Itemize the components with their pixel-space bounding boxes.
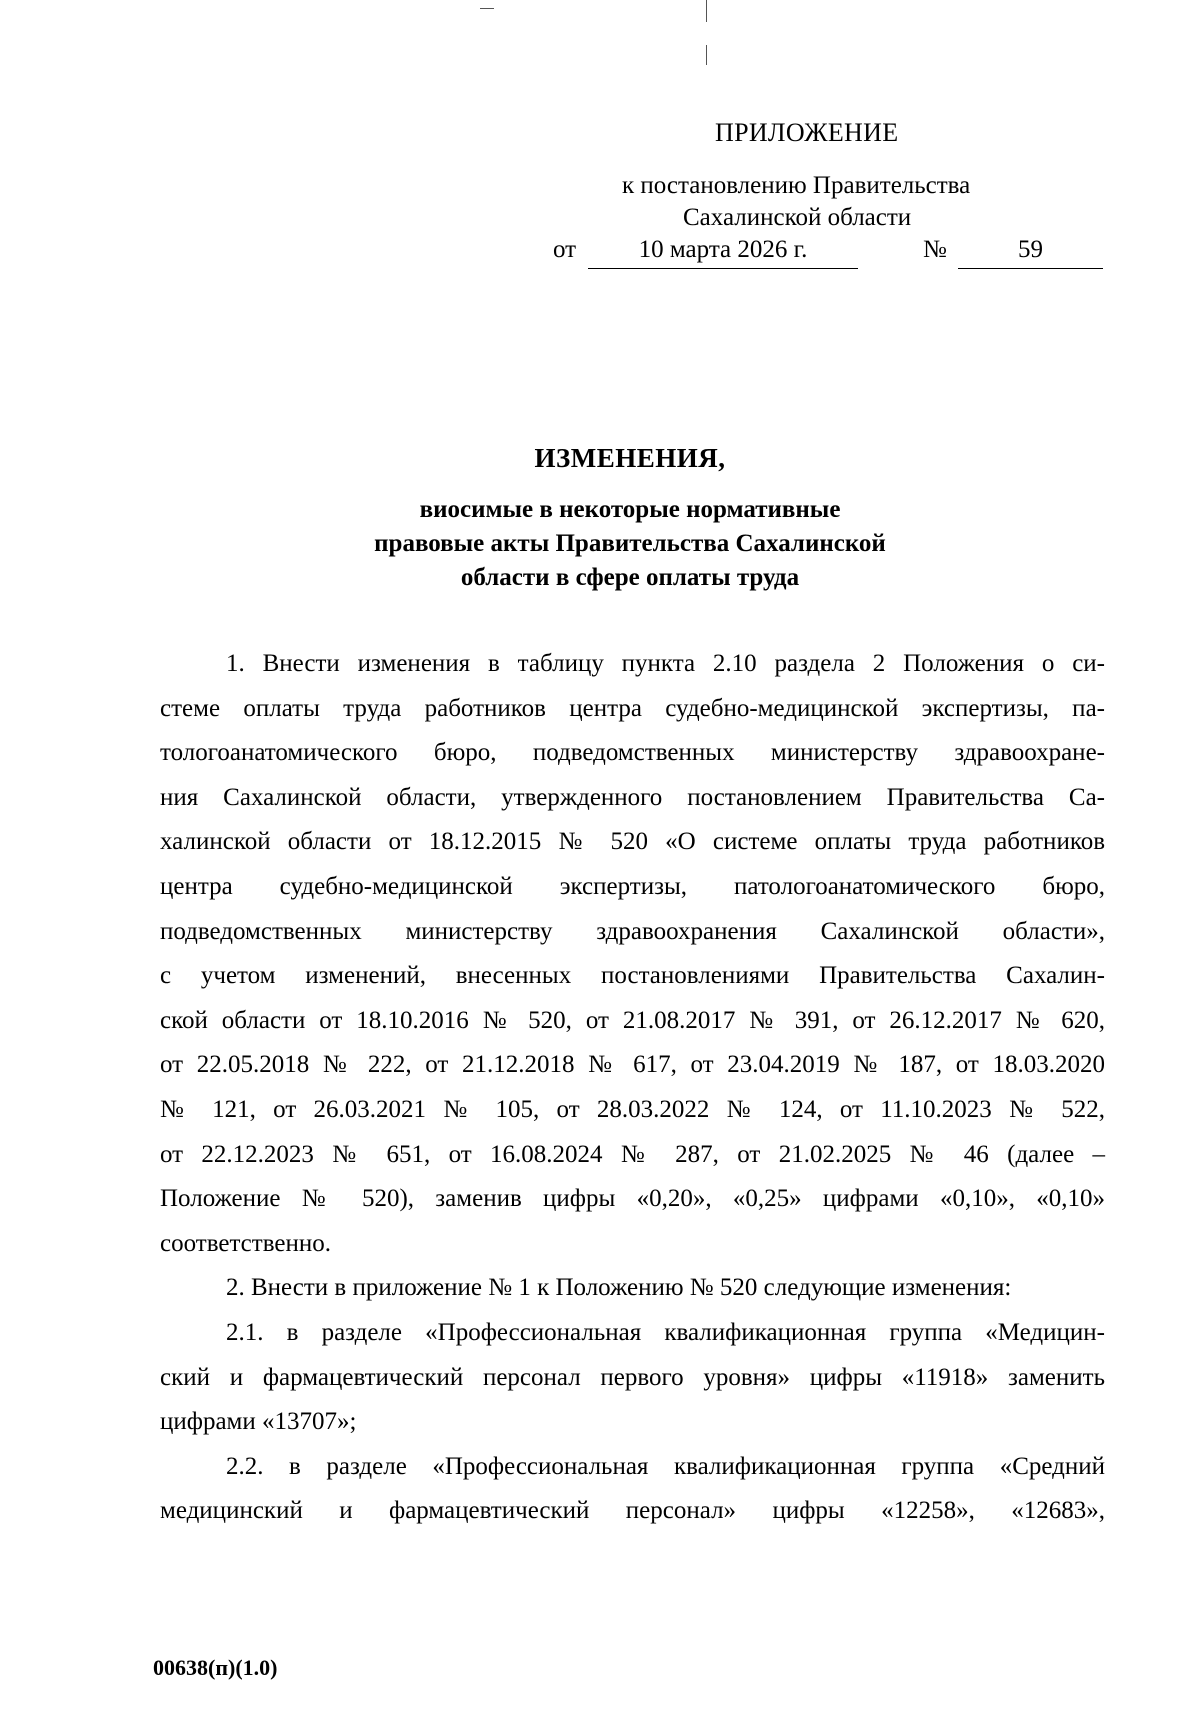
body-line: центра судебно-медицинской экспертизы, патологоанатомического бюро, — [160, 872, 1105, 900]
body-line: соответственно. — [160, 1229, 331, 1257]
body-line: 2. Внести в приложение № 1 к Положению № 520 следующие изменения: — [226, 1274, 1012, 1302]
number-sign: № — [923, 236, 947, 263]
body-line: подведомственных министерству здравоохранения Сахалинской области», — [160, 917, 1105, 945]
body-line: тологоанатомического бюро, подведомственных министерству здравоохране- — [160, 739, 1105, 767]
body-line: ния Сахалинской области, утвержденного постановлением Правительства Са- — [160, 783, 1105, 811]
scan-mark — [706, 45, 707, 65]
decree-date: 10 марта 2026 г. — [588, 236, 858, 269]
appendix-line-1: к постановлению Правительства — [622, 172, 971, 199]
body-line: от 22.05.2018 № 222, от 21.12.2018 № 617, от 23.04.2019 № 187, от 18.03.2020 — [160, 1051, 1105, 1079]
decree-number: 59 — [958, 236, 1103, 269]
body-line: цифрами «13707»; — [160, 1408, 357, 1436]
body-line: 2.1. в разделе «Профессиональная квалификационная группа «Медицин- — [226, 1318, 1105, 1346]
document-body — [160, 642, 1105, 1534]
date-prefix: от — [553, 236, 577, 263]
body-line: Положение № 520), заменив цифры «0,20», «0,25» цифрами «0,10», «0,10» — [160, 1185, 1105, 1213]
appendix-title: ПРИЛОЖЕНИЕ — [715, 118, 899, 147]
body-line: медицинский и фармацевтический персонал» цифры «12258», «12683», — [160, 1497, 1105, 1525]
appendix-line-2: Сахалинской области — [683, 204, 912, 231]
body-line: с учетом изменений, внесенных постановлениями Правительства Сахалин- — [160, 962, 1105, 990]
body-line: от 22.12.2023 № 651, от 16.08.2024 № 287, от 21.02.2025 № 46 (далее – — [160, 1140, 1105, 1168]
scan-mark — [480, 8, 494, 9]
body-line: 2.2. в разделе «Профессиональная квалификационная группа «Средний — [226, 1452, 1105, 1480]
body-line: халинской области от 18.12.2015 № 520 «О системе оплаты труда работников — [160, 828, 1105, 856]
decree-date-row — [553, 236, 1103, 270]
body-line: ский и фармацевтический персонал первого уровня» цифры «11918» заменить — [160, 1363, 1105, 1391]
document-title: ИЗМЕНЕНИЯ, — [534, 443, 726, 473]
document-subtitle — [0, 493, 1200, 595]
body-line: 1. Внести изменения в таблицу пункта 2.10 раздела 2 Положения о си- — [226, 650, 1105, 677]
body-line: ской области от 18.10.2016 № 520, от 21.08.2017 № 391, от 26.12.2017 № 620, — [160, 1006, 1105, 1034]
document-code: 00638(п)(1.0) — [153, 1655, 278, 1680]
subtitle-line: правовые акты Правительства Сахалинской — [374, 530, 886, 557]
body-line: стеме оплаты труда работников центра судебно-медицинской экспертизы, па- — [160, 694, 1105, 722]
body-line: № 121, от 26.03.2021 № 105, от 28.03.2022 № 124, от 11.10.2023 № 522, — [160, 1095, 1105, 1123]
scan-mark — [706, 0, 707, 22]
subtitle-line: области в сфере оплаты труда — [460, 564, 800, 591]
subtitle-line: виосимые в некоторые нормативные — [419, 496, 841, 523]
